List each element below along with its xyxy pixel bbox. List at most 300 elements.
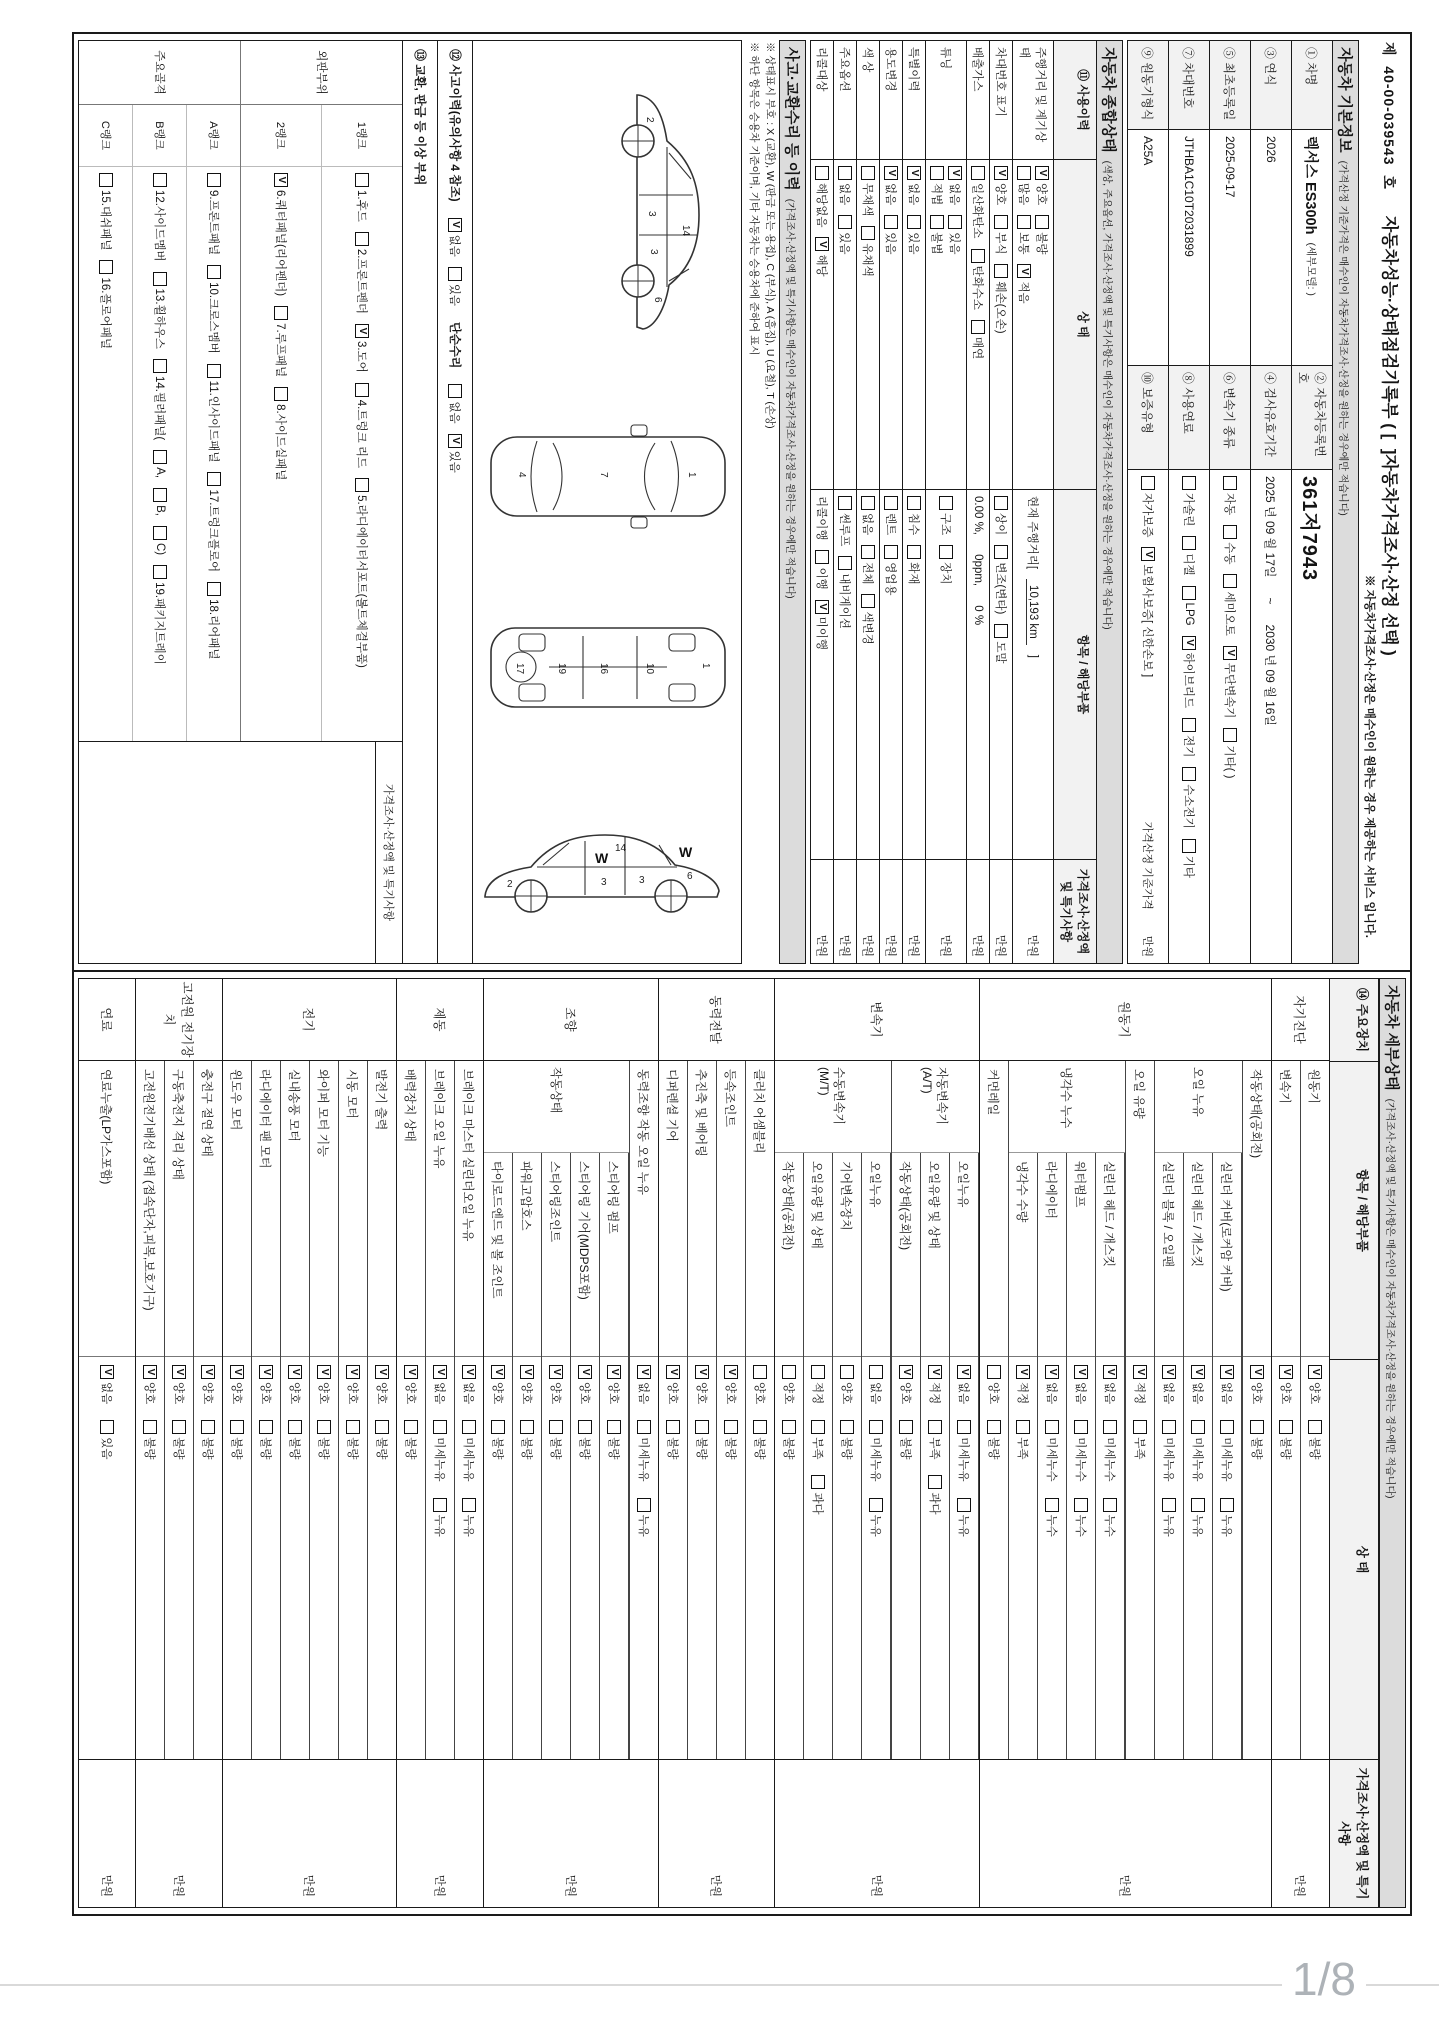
field-value xyxy=(1128,469,1168,963)
checkbox-label: 미세누유 xyxy=(869,1437,881,1482)
unchecked-checkbox[interactable] xyxy=(971,320,985,334)
unchecked-checkbox[interactable] xyxy=(939,545,953,559)
unchecked-checkbox[interactable] xyxy=(1035,215,1049,229)
checked-checkbox[interactable] xyxy=(230,1365,244,1379)
checked-checkbox[interactable] xyxy=(994,166,1008,180)
unchecked-checkbox[interactable] xyxy=(753,1365,767,1379)
checked-checkbox[interactable] xyxy=(404,1365,418,1379)
checkbox-label: 없음 xyxy=(448,234,461,257)
svg-text:14: 14 xyxy=(615,843,627,854)
unchecked-checkbox[interactable] xyxy=(1220,1498,1234,1512)
detail-row xyxy=(397,1061,426,1759)
unchecked-checkbox[interactable] xyxy=(449,267,463,281)
unchecked-checkbox[interactable] xyxy=(815,166,829,180)
checkbox-option xyxy=(1181,767,1197,828)
checkbox-label: 양호 xyxy=(782,1382,794,1405)
svg-text:3: 3 xyxy=(646,211,658,217)
unchecked-checkbox[interactable] xyxy=(1017,166,1031,180)
detail-table-header xyxy=(1330,978,1379,1908)
checked-checkbox[interactable] xyxy=(948,166,962,180)
unchecked-checkbox[interactable] xyxy=(884,496,898,510)
checkbox-label: 양호 xyxy=(1308,1382,1320,1405)
checked-checkbox[interactable] xyxy=(317,1365,331,1379)
checked-checkbox[interactable] xyxy=(1074,1365,1088,1379)
unchecked-checkbox[interactable] xyxy=(549,1420,563,1434)
checkbox-group xyxy=(927,1365,943,1515)
unchecked-checkbox[interactable] xyxy=(172,1420,186,1434)
checkbox-label: 17.트렁크플로어 xyxy=(206,489,219,573)
unchecked-checkbox[interactable] xyxy=(930,215,944,229)
checkbox-group xyxy=(860,496,876,645)
checked-checkbox[interactable] xyxy=(637,1365,651,1379)
unchecked-checkbox[interactable] xyxy=(1250,1420,1264,1434)
checkbox-option xyxy=(970,249,986,310)
unchecked-checkbox[interactable] xyxy=(230,1420,244,1434)
field-label: ③ 연식 xyxy=(1251,41,1291,129)
checkbox-option xyxy=(99,1420,115,1459)
checkbox-label: 기타( ) xyxy=(1223,745,1235,779)
unchecked-checkbox[interactable] xyxy=(861,226,875,240)
unchecked-checkbox[interactable] xyxy=(433,1420,447,1434)
unchecked-checkbox[interactable] xyxy=(869,1498,883,1512)
detail-item-label: 구동축전지 격리 상태 xyxy=(165,1061,193,1357)
unchecked-checkbox[interactable] xyxy=(1182,718,1196,732)
field-label: ⑥ 변속기 종류 xyxy=(1210,365,1250,469)
field-value xyxy=(1251,129,1291,365)
unchecked-checkbox[interactable] xyxy=(782,1365,796,1379)
checkbox-option xyxy=(860,226,876,276)
unchecked-checkbox[interactable] xyxy=(404,1420,418,1434)
checkbox-option xyxy=(490,1420,506,1459)
checked-checkbox[interactable] xyxy=(288,1365,302,1379)
checked-checkbox[interactable] xyxy=(1223,646,1237,660)
unchecked-checkbox[interactable] xyxy=(695,1420,709,1434)
unchecked-checkbox[interactable] xyxy=(838,166,852,180)
unchecked-checkbox[interactable] xyxy=(840,1420,854,1434)
unchecked-checkbox[interactable] xyxy=(957,1420,971,1434)
detail-group-label: 자기진단 xyxy=(1272,979,1329,1061)
checkbox-option xyxy=(152,272,168,349)
field-label: ⑨ 원동기형식 xyxy=(1128,41,1168,129)
unchecked-checkbox[interactable] xyxy=(607,1420,621,1434)
unchecked-checkbox[interactable] xyxy=(1045,1498,1059,1512)
checked-checkbox[interactable] xyxy=(549,1365,563,1379)
checkbox-option xyxy=(432,1365,448,1404)
checked-checkbox[interactable] xyxy=(1220,1365,1234,1379)
svg-text:14: 14 xyxy=(680,225,692,237)
unchecked-checkbox[interactable] xyxy=(666,1420,680,1434)
unchecked-checkbox[interactable] xyxy=(838,496,852,510)
detail-state-cell xyxy=(1272,1357,1300,1759)
checked-checkbox[interactable] xyxy=(433,1365,447,1379)
unchecked-checkbox[interactable] xyxy=(939,496,953,510)
detail-state-table xyxy=(78,978,1330,1908)
detail-row xyxy=(746,1061,774,1759)
unchecked-checkbox[interactable] xyxy=(782,1420,796,1434)
unchecked-checkbox[interactable] xyxy=(1162,1420,1176,1434)
checked-checkbox[interactable] xyxy=(1162,1365,1176,1379)
checkbox-option xyxy=(153,526,167,555)
detail-state-cell xyxy=(630,1357,658,1759)
checkbox-label: 누유 xyxy=(1162,1514,1174,1537)
price-unit-cell: 만원 xyxy=(136,1759,222,1907)
detail-subgroup-rows xyxy=(775,1153,891,1759)
checked-checkbox[interactable] xyxy=(462,1365,476,1379)
checked-checkbox[interactable] xyxy=(259,1365,273,1379)
unchecked-checkbox[interactable] xyxy=(153,450,167,464)
checked-checkbox[interactable] xyxy=(491,1365,505,1379)
checked-checkbox[interactable] xyxy=(346,1365,360,1379)
checkbox-group xyxy=(548,1365,564,1459)
unchecked-checkbox[interactable] xyxy=(840,1365,854,1379)
unchecked-checkbox[interactable] xyxy=(207,173,221,187)
unchecked-checkbox[interactable] xyxy=(1191,1420,1205,1434)
checked-checkbox[interactable] xyxy=(1308,1365,1322,1379)
row-label: 배출가스 xyxy=(971,47,983,92)
svg-text:1: 1 xyxy=(700,663,712,669)
detail-state-cell xyxy=(455,1357,483,1759)
field-value xyxy=(1251,469,1291,963)
unchecked-checkbox[interactable] xyxy=(1182,476,1196,490)
checkbox-label: 무채색 xyxy=(861,183,873,217)
checked-checkbox[interactable] xyxy=(695,1365,709,1379)
checkbox-option xyxy=(374,1420,390,1459)
checked-checkbox[interactable] xyxy=(449,434,463,448)
price-unit-cell: 만원 xyxy=(397,1759,483,1907)
unchecked-checkbox[interactable] xyxy=(207,364,221,378)
checked-checkbox[interactable] xyxy=(1182,636,1196,650)
detail-item-label: 동력조향 작동 오일 누유 xyxy=(630,1061,658,1357)
column-header: ⑭ 주요장치 xyxy=(1330,979,1378,1061)
unchecked-checkbox[interactable] xyxy=(143,1420,157,1434)
unchecked-checkbox[interactable] xyxy=(884,545,898,559)
unchecked-checkbox[interactable] xyxy=(971,166,985,180)
unchecked-checkbox[interactable] xyxy=(899,1420,913,1434)
unchecked-checkbox[interactable] xyxy=(637,1498,651,1512)
unchecked-checkbox[interactable] xyxy=(153,359,167,373)
checkbox-group xyxy=(203,167,225,741)
state-cell xyxy=(811,159,833,489)
price-unit-cell: 만원 xyxy=(79,1759,135,1907)
detail-row xyxy=(484,1153,513,1759)
price-basis-unit: 만원 xyxy=(1141,935,1153,957)
checkbox-group xyxy=(814,166,830,277)
checked-checkbox[interactable] xyxy=(1045,1365,1059,1379)
detail-item-label: 실내송풍 모터 xyxy=(281,1061,309,1357)
unchecked-checkbox[interactable] xyxy=(811,1420,825,1434)
unchecked-checkbox[interactable] xyxy=(861,166,875,180)
unchecked-checkbox[interactable] xyxy=(987,1365,1001,1379)
checked-checkbox[interactable] xyxy=(957,1365,971,1379)
checkbox-option xyxy=(577,1365,593,1404)
checkbox-option xyxy=(927,1420,943,1459)
unchecked-checkbox[interactable] xyxy=(838,556,852,570)
unchecked-checkbox[interactable] xyxy=(1279,1420,1293,1434)
checked-checkbox[interactable] xyxy=(1250,1365,1264,1379)
detail-row xyxy=(281,1061,310,1759)
unchecked-checkbox[interactable] xyxy=(861,594,875,608)
checked-checkbox[interactable] xyxy=(143,1365,157,1379)
checked-checkbox[interactable] xyxy=(578,1365,592,1379)
unchecked-checkbox[interactable] xyxy=(274,306,288,320)
checkbox-label: 18.리어패널 xyxy=(206,599,219,660)
unchecked-checkbox[interactable] xyxy=(907,545,921,559)
unchecked-checkbox[interactable] xyxy=(520,1420,534,1434)
unchecked-checkbox[interactable] xyxy=(724,1420,738,1434)
checked-checkbox[interactable] xyxy=(928,1365,942,1379)
checked-checkbox[interactable] xyxy=(375,1365,389,1379)
unchecked-checkbox[interactable] xyxy=(462,1498,476,1512)
unchecked-checkbox[interactable] xyxy=(153,526,167,540)
unchecked-checkbox[interactable] xyxy=(811,1365,825,1379)
detail-group-rows xyxy=(79,1061,135,1759)
unchecked-checkbox[interactable] xyxy=(153,272,167,286)
checkbox-group xyxy=(956,1365,972,1537)
checkbox-label: 보험사보증[ 신한손보 ] xyxy=(1141,564,1153,678)
field-value xyxy=(1210,469,1250,963)
unchecked-checkbox[interactable] xyxy=(1133,1420,1147,1434)
checked-checkbox[interactable] xyxy=(607,1365,621,1379)
comprehensive-table-header xyxy=(1053,40,1096,964)
checked-checkbox[interactable] xyxy=(884,166,898,180)
unchecked-checkbox[interactable] xyxy=(928,1420,942,1434)
unchecked-checkbox[interactable] xyxy=(1308,1420,1322,1434)
unchecked-checkbox[interactable] xyxy=(1017,215,1031,229)
unchecked-checkbox[interactable] xyxy=(1223,476,1237,490)
checkbox-option xyxy=(883,166,899,205)
checkbox-option xyxy=(1161,1420,1177,1481)
unchecked-checkbox[interactable] xyxy=(869,1365,883,1379)
unchecked-checkbox[interactable] xyxy=(753,1420,767,1434)
unchecked-checkbox[interactable] xyxy=(987,1420,1001,1434)
unchecked-checkbox[interactable] xyxy=(1162,1498,1176,1512)
unchecked-checkbox[interactable] xyxy=(1103,1498,1117,1512)
checkbox-label: 하이브리드 xyxy=(1182,652,1194,709)
unchecked-checkbox[interactable] xyxy=(433,1498,447,1512)
unchecked-checkbox[interactable] xyxy=(207,265,221,279)
checkbox-option xyxy=(883,496,899,535)
unchecked-checkbox[interactable] xyxy=(884,215,898,229)
unchecked-checkbox[interactable] xyxy=(1182,536,1196,550)
unchecked-checkbox[interactable] xyxy=(99,173,113,187)
unchecked-checkbox[interactable] xyxy=(355,383,369,397)
unchecked-checkbox[interactable] xyxy=(930,166,944,180)
detail-state-cell xyxy=(1243,1357,1271,1759)
checked-checkbox[interactable] xyxy=(1133,1365,1147,1379)
checkbox-label: 많음 xyxy=(1017,183,1029,206)
unchecked-checkbox[interactable] xyxy=(948,215,962,229)
detail-state-cell xyxy=(165,1357,193,1759)
unchecked-checkbox[interactable] xyxy=(578,1420,592,1434)
viewer-page-divider xyxy=(0,1984,1439,1986)
unchecked-checkbox[interactable] xyxy=(1016,1420,1030,1434)
unchecked-checkbox[interactable] xyxy=(928,1475,942,1489)
checked-checkbox[interactable] xyxy=(907,166,921,180)
unchecked-checkbox[interactable] xyxy=(1103,1420,1117,1434)
checkbox-label: 불량 xyxy=(404,1437,416,1460)
unchecked-checkbox[interactable] xyxy=(1074,1498,1088,1512)
unchecked-checkbox[interactable] xyxy=(462,1420,476,1434)
checkbox-option xyxy=(206,472,222,572)
unchecked-checkbox[interactable] xyxy=(838,215,852,229)
unchecked-checkbox[interactable] xyxy=(1191,1498,1205,1512)
unchecked-checkbox[interactable] xyxy=(153,173,167,187)
detail-state-cell xyxy=(950,1357,978,1759)
unchecked-checkbox[interactable] xyxy=(811,1475,825,1489)
unchecked-checkbox[interactable] xyxy=(346,1420,360,1434)
unchecked-checkbox[interactable] xyxy=(1074,1420,1088,1434)
unchecked-checkbox[interactable] xyxy=(355,478,369,492)
item-text: 0.00 %, 0ppm, 0 % xyxy=(972,496,984,626)
price-unit-cell: 만원 xyxy=(880,859,902,963)
unchecked-checkbox[interactable] xyxy=(957,1498,971,1512)
detail-row xyxy=(339,1061,368,1759)
checkbox-label: 무단변속기 xyxy=(1223,662,1235,719)
unchecked-checkbox[interactable] xyxy=(861,496,875,510)
checkbox-option xyxy=(1161,1498,1177,1537)
checkbox-label: 디젤 xyxy=(1182,553,1194,576)
detail-row xyxy=(165,1061,194,1759)
unchecked-checkbox[interactable] xyxy=(355,232,369,246)
unchecked-checkbox[interactable] xyxy=(259,1420,273,1434)
unchecked-checkbox[interactable] xyxy=(207,472,221,486)
checkbox-option xyxy=(860,496,876,535)
detail-row xyxy=(79,1061,135,1759)
unchecked-checkbox[interactable] xyxy=(637,1420,651,1434)
unchecked-checkbox[interactable] xyxy=(1045,1420,1059,1434)
unchecked-checkbox[interactable] xyxy=(994,215,1008,229)
checked-checkbox[interactable] xyxy=(815,600,829,614)
unchecked-checkbox[interactable] xyxy=(153,488,167,502)
checkbox-group xyxy=(970,166,986,359)
checked-checkbox[interactable] xyxy=(100,1365,114,1379)
item-text: 현재 주행거리[ xyxy=(1026,496,1038,570)
checked-checkbox[interactable] xyxy=(1017,264,1031,278)
unchecked-checkbox[interactable] xyxy=(907,215,921,229)
accident-history-heading xyxy=(779,40,806,964)
checked-checkbox[interactable] xyxy=(172,1365,186,1379)
unchecked-checkbox[interactable] xyxy=(317,1420,331,1434)
checkbox-label: 미세누유 xyxy=(637,1437,649,1482)
unchecked-checkbox[interactable] xyxy=(907,496,921,510)
unchecked-checkbox[interactable] xyxy=(994,545,1008,559)
unchecked-checkbox[interactable] xyxy=(994,624,1008,638)
detail-row xyxy=(775,1153,804,1759)
unchecked-checkbox[interactable] xyxy=(994,264,1008,278)
checked-checkbox[interactable] xyxy=(274,173,288,187)
checked-checkbox[interactable] xyxy=(1103,1365,1117,1379)
unchecked-checkbox[interactable] xyxy=(1182,767,1196,781)
unchecked-checkbox[interactable] xyxy=(1141,476,1155,490)
unchecked-checkbox[interactable] xyxy=(1182,586,1196,600)
price-unit-cell: 만원 xyxy=(857,859,879,963)
checkbox-label: 불량 xyxy=(695,1437,707,1460)
checked-checkbox[interactable] xyxy=(1035,166,1049,180)
unchecked-checkbox[interactable] xyxy=(207,582,221,596)
checkbox-option xyxy=(1161,1365,1177,1404)
checked-checkbox[interactable] xyxy=(1016,1365,1030,1379)
unchecked-checkbox[interactable] xyxy=(861,545,875,559)
checkbox-label: 없음 xyxy=(1162,1382,1174,1405)
detail-state-cell xyxy=(136,1357,164,1759)
car-diagrams xyxy=(474,41,742,963)
field-value-text: A25A xyxy=(1141,136,1155,166)
unchecked-checkbox[interactable] xyxy=(491,1420,505,1434)
checked-checkbox[interactable] xyxy=(815,237,829,251)
detail-row xyxy=(1243,1061,1271,1759)
unchecked-checkbox[interactable] xyxy=(994,496,1008,510)
unchecked-checkbox[interactable] xyxy=(971,249,985,263)
checkbox-label: 양호 xyxy=(987,1382,999,1405)
checkbox-option xyxy=(1222,476,1238,515)
unchecked-checkbox[interactable] xyxy=(1223,728,1237,742)
checkbox-option xyxy=(1073,1420,1089,1481)
unchecked-checkbox[interactable] xyxy=(100,1420,114,1434)
checkbox-option xyxy=(206,582,222,659)
unchecked-checkbox[interactable] xyxy=(99,260,113,274)
state-cell xyxy=(903,159,925,489)
detail-item-label: 윈도우 모터 xyxy=(223,1061,251,1357)
checkbox-option xyxy=(1190,1365,1206,1404)
unchecked-checkbox[interactable] xyxy=(355,173,369,187)
unchecked-checkbox[interactable] xyxy=(1220,1420,1234,1434)
checkbox-label: B, xyxy=(153,505,166,516)
checked-checkbox[interactable] xyxy=(355,324,369,338)
unchecked-checkbox[interactable] xyxy=(288,1420,302,1434)
checked-checkbox[interactable] xyxy=(899,1365,913,1379)
unchecked-checkbox[interactable] xyxy=(1182,839,1196,853)
checkbox-label: 양호 xyxy=(666,1382,678,1405)
accident-history-row xyxy=(439,41,474,963)
checked-checkbox[interactable] xyxy=(1191,1365,1205,1379)
price-unit-cell: 만원 xyxy=(967,859,989,963)
exchange-repair-row xyxy=(404,41,439,963)
checkbox-label: 있음 xyxy=(448,450,461,473)
checked-checkbox[interactable] xyxy=(1141,547,1155,561)
unchecked-checkbox[interactable] xyxy=(153,565,167,579)
checkbox-label: 영업용 xyxy=(884,562,896,596)
checked-checkbox[interactable] xyxy=(724,1365,738,1379)
unchecked-checkbox[interactable] xyxy=(869,1420,883,1434)
checkbox-label: 침수 xyxy=(907,513,919,536)
checked-checkbox[interactable] xyxy=(1279,1365,1293,1379)
checkbox-label: 없음 xyxy=(869,1382,881,1405)
detail-group-label: 연료 xyxy=(79,979,135,1061)
checked-checkbox[interactable] xyxy=(520,1365,534,1379)
checked-checkbox[interactable] xyxy=(201,1365,215,1379)
detail-row xyxy=(659,1061,688,1759)
detail-subgroup-label: 오일 누유 xyxy=(1155,1061,1242,1153)
checkbox-group xyxy=(351,167,373,741)
unchecked-checkbox[interactable] xyxy=(201,1420,215,1434)
checked-checkbox[interactable] xyxy=(449,218,463,232)
basic-info-heading xyxy=(1332,40,1359,964)
unchecked-checkbox[interactable] xyxy=(449,384,463,398)
unchecked-checkbox[interactable] xyxy=(815,550,829,564)
unchecked-checkbox[interactable] xyxy=(1223,525,1237,539)
checkbox-option xyxy=(229,1420,245,1459)
detail-item-label: 등속조인트 xyxy=(717,1061,745,1357)
detail-state-cell xyxy=(223,1357,251,1759)
checked-checkbox[interactable] xyxy=(666,1365,680,1379)
unchecked-checkbox[interactable] xyxy=(375,1420,389,1434)
unchecked-checkbox[interactable] xyxy=(274,387,288,401)
checkbox-label: 전기 xyxy=(1182,735,1194,758)
checkbox-option xyxy=(448,434,464,473)
checkbox-label: 불량 xyxy=(520,1437,532,1460)
unchecked-checkbox[interactable] xyxy=(1223,574,1237,588)
checkbox-label: 적정 xyxy=(928,1382,940,1405)
